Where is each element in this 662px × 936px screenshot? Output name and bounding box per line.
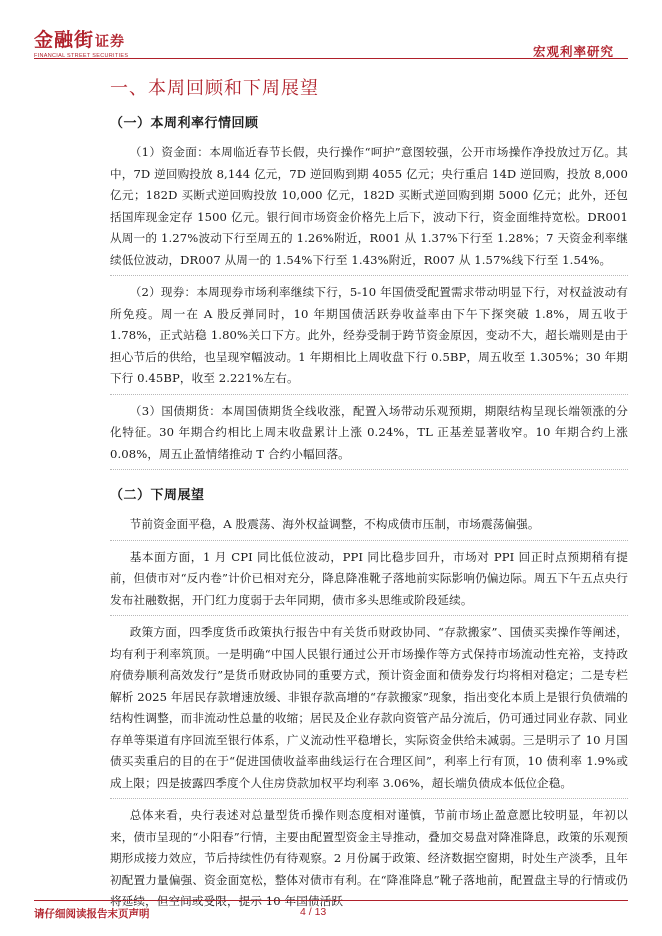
report-category: 宏观利率研究 — [532, 44, 614, 59]
page-header — [0, 0, 662, 62]
header-divider — [34, 58, 628, 59]
paragraph-outlook-summary: 节前资金面平稳，A 股震荡、海外权益调整，不构成债市压制，市场震荡偏强。 — [129, 517, 540, 531]
chapter-heading: 一、本周回顾和下周展望 — [110, 78, 319, 99]
page-content — [110, 70, 628, 913]
company-logo — [34, 30, 128, 59]
section-heading-review: （一）本周利率行情回顾 — [110, 116, 259, 131]
paragraph-funding: （1）资金面：本周临近春节长假，央行操作“呵护”意图较强，公开市场操作净投放过万亿。其中，7D 逆回购投放 8,144 亿元，7D 逆回购到期 4055 亿元；央行重启 14D 逆回购，投放 8,000 亿元；182D 买断式逆回购投放 10,000 亿元，182D 买断式逆回购到期 5000 亿元；此外，还包括国库现金定存 1500 亿元。银行间市场资金价格先上后下，波动下行，资金面维持宽松。DR001 从周一的 1.27%波动下行至周五的 1.26%附近，R001 从 1.37%下行至 1.28%；7 天资金利率继续低位波动，DR007 从周一的 1.54%下行至 1.43%附近，R007 从 1.57%线下行至 1.54%。 — [110, 145, 628, 267]
paragraph-overall: 总体来看，央行表述对总量型货币操作则态度相对谨慎，节前市场止盈意愿比较明显，年初以来，债市呈现的“小阳春”行情，主要由配置型资金主导推动，叠加交易盘对降准降息，政策的乐观预期形成接力效应，节后持续性仍有待观察。2 月份属于政策、经济数据空窗期，时处生产淡季，且年初配置力量偏强、资金面宽松，整体对债市有利。在“降准降息”靴子落地前，配置盘主导的行情或仍将延续，但空间或受限，提示 10 年国债活跃 — [110, 808, 628, 908]
footer-divider — [34, 900, 628, 901]
page-number: 4 / 13 — [300, 906, 327, 918]
logo-wordmark: 金融街证券 — [34, 29, 126, 51]
paragraph-fundamentals: 基本面方面，1 月 CPI 同比低位波动，PPI 同比稳步回升，市场对 PPI 回正时点预期稍有提前，但债市对“反内卷”计价已相对充分，降息降准靴子落地前实际影响仍偏边际。周五下午五点央行发布社融数据，开门红力度弱于去年同期，债市多头思维或阶段延续。 — [110, 549, 628, 607]
paragraph-policy: 政策方面，四季度货币政策执行报告中有关货币财政协同、“存款搬家”、国债买卖操作等阐述，均有利于利率筑顶。一是明确“中国人民银行通过公开市场操作等方式保持市场流动性充裕，支持政府债券顺利高效发行”是货币财政协同的重要方式，预计资金面和债券发行均将相对稳定；二是专栏解析 2025 年居民存款增速放缓、非银存款高增的“存款搬家”现象，指出变化本质上是银行负债端的结构性调整，而非流动性总量的收缩；居民及企业存款向资管产品分流后，仍可通过同业存款、同业存单等渠道有序回流至银行体系，广义流动性平稳增长，实际资金供给未减弱。三是明示了 10 月国债买卖重启的目的在于“促进国债收益率曲线运行在合理区间”，利率上行有顶，10 债利率 1.9%或成上限；四是披露四季度个人住房贷款加权平均利率 3.06%，超长端负债成本低位企稳。 — [110, 625, 628, 790]
section-heading-outlook: （二）下周展望 — [110, 488, 205, 503]
logo-english-name: FINANCIAL STREET SECURITIES — [34, 53, 129, 59]
footer-disclaimer: 请仔细阅读报告末页声明 — [34, 908, 150, 920]
paragraph-spot-bonds: （2）现券：本周现券市场利率继续下行，5-10 年国债受配置需求带动明显下行，对权益波动有所免疫。周一在 A 股反弹同时，10 年期国债活跃券收益率由下午下探突破 1.8%，周五收于 1.78%，正式站稳 1.80%关口下方。此外，经券受制于跨节资金原因，变动不大，超长端则是由于担心节后的供给，也呈现窄幅波动。1 年期相比上周收盘下行 0.5BP，周五收至 1.305%；30 年期下行 0.45BP，收至 2.221%左右。 — [110, 285, 628, 385]
paragraph-bond-futures: （3）国债期货：本周国债期货全线收涨，配置入场带动乐观预期，期限结构呈现长端领涨的分化特征。30 年期合约相比上周末收盘累计上涨 0.24%，TL 正基差显著收窄。10 年期合约上涨 0.08%，周五止盈情绪推动 T 合约小幅回落。 — [110, 403, 628, 461]
